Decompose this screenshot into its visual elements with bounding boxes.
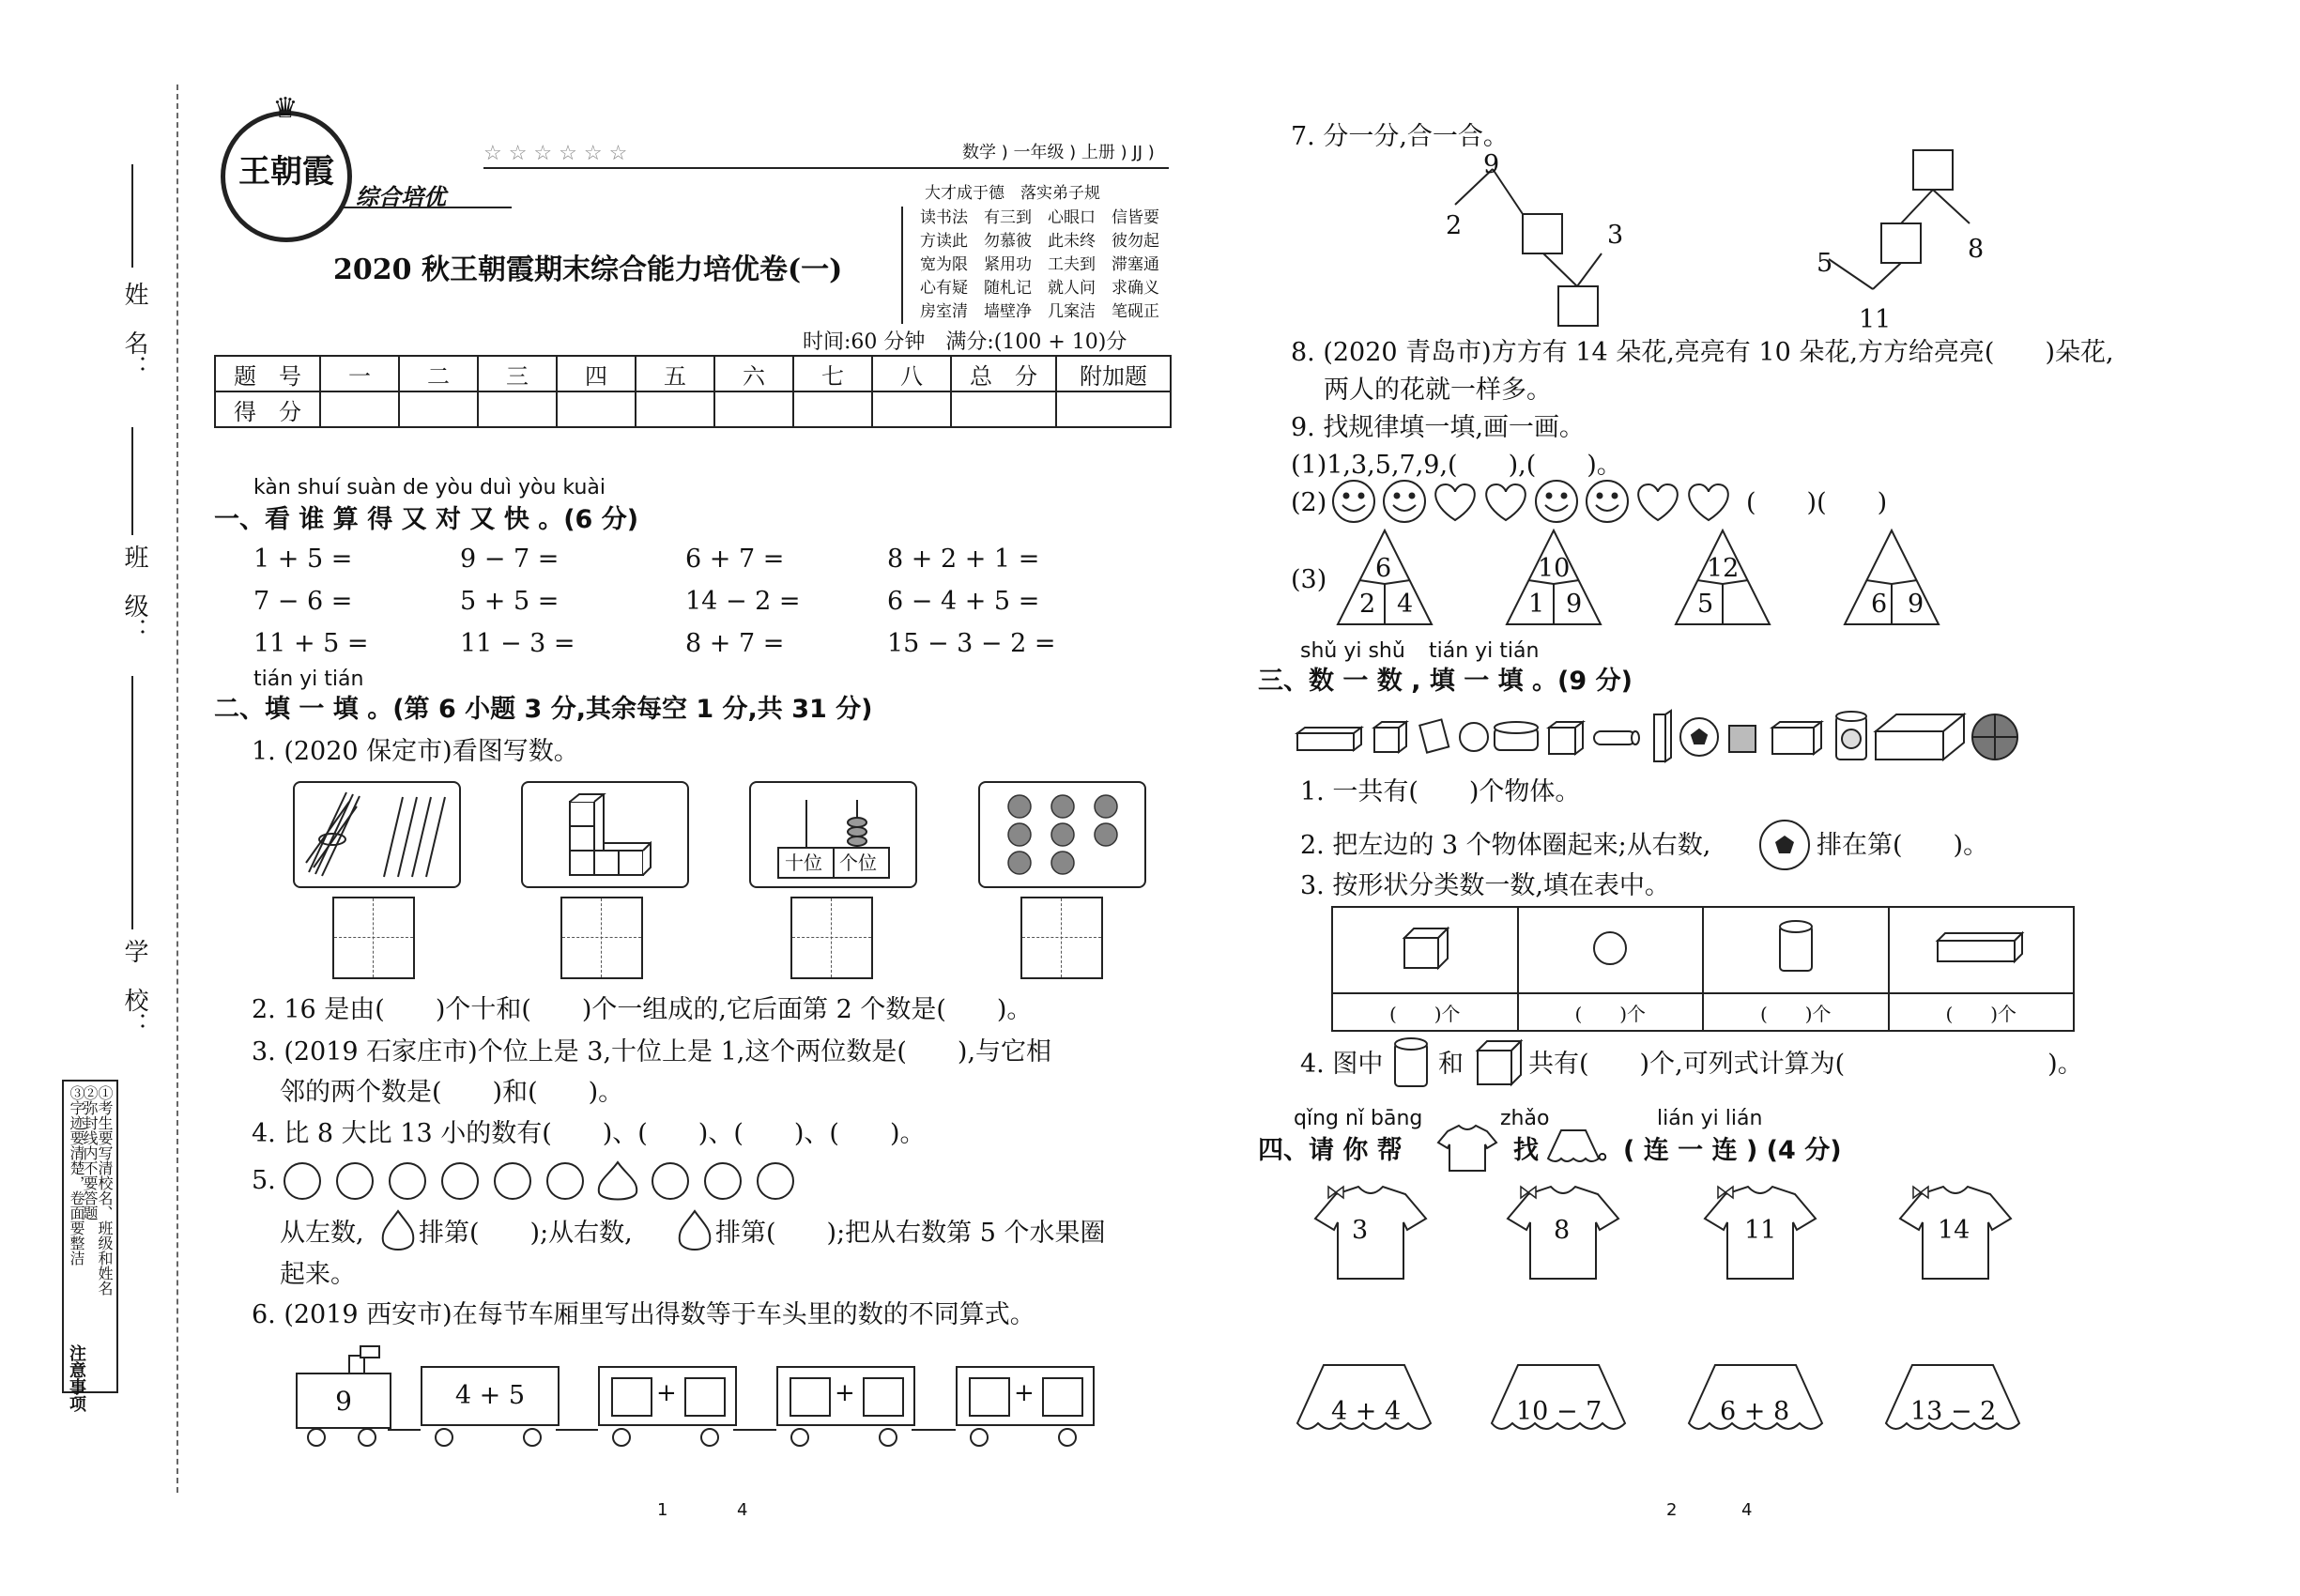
subject-tags: 数学 ) 一年级 ) 上册 ) JJ ): [962, 143, 1155, 162]
pattern-row: [1331, 477, 1744, 526]
heart-icon: [1638, 484, 1678, 520]
skirt-expr: 10 − 7: [1516, 1397, 1602, 1426]
train-car: [956, 1366, 1095, 1426]
train-head-value: 9: [335, 1386, 352, 1417]
rubiks-cube-icon: [1729, 726, 1756, 752]
sphere-icon: [1460, 723, 1488, 751]
motto-line: 房室清 墙壁净 几案洁 笔砚正: [920, 302, 1159, 321]
s1-expr: 11 − 3 =: [460, 629, 575, 658]
s3-q3: 3. 按形状分类数一数,填在表中。: [1300, 871, 1670, 900]
brand-sub: 综合培优: [356, 184, 446, 210]
score-header: 总 分: [951, 356, 1056, 391]
shape-cell: [1332, 907, 1518, 993]
exam-title: 2020 秋王朝霞期末综合能力培优卷(一): [333, 253, 843, 286]
name-field[interactable]: [131, 164, 133, 268]
s4-pinyin-b: zhǎo: [1500, 1107, 1550, 1130]
left-page-total: 4: [737, 1500, 748, 1520]
s3-title: 三、数 一 数 , 填 一 填 。(9 分): [1258, 667, 1633, 696]
count-cell[interactable]: ( )个: [1332, 993, 1518, 1031]
count-cell[interactable]: ( )个: [1889, 993, 2075, 1031]
s2-q3b: 邻的两个数是( )和( )。: [280, 1078, 624, 1107]
apples-icon: [980, 783, 1144, 886]
q9-p2-blanks: ( )( ): [1746, 488, 1888, 517]
count-cell[interactable]: ( )个: [1703, 993, 1889, 1031]
score-header: 五: [636, 356, 714, 391]
left-page-number: 1: [657, 1500, 668, 1520]
notice-3: ③字迹要清楚，卷面要整洁: [68, 1085, 85, 1266]
s2-q5a-1: 从左数,: [280, 1219, 364, 1248]
cylinder-icon: [1495, 722, 1538, 750]
s1-expr: 14 − 2 =: [685, 587, 801, 616]
s1-expr: 5 + 5 =: [460, 587, 560, 616]
s2-q5: 5.: [252, 1166, 276, 1195]
plus-sign: +: [656, 1379, 677, 1407]
answer-box[interactable]: [684, 1377, 726, 1417]
cube-icon: [1474, 1037, 1525, 1088]
s1-expr: 11 + 5 =: [253, 629, 369, 658]
brand-banner: [343, 176, 512, 208]
sphere-icon: [1587, 925, 1633, 972]
cubes-picture: [521, 781, 689, 888]
pear-icon: [599, 1162, 636, 1200]
train-chimney-icon: [345, 1344, 383, 1374]
score-header: 题 号: [215, 356, 320, 391]
apple-icon: [442, 1163, 478, 1199]
q8-line2: 两人的花就一样多。: [1324, 376, 1552, 405]
cuboid-icon: [1934, 929, 2028, 967]
shirt-number: 8: [1554, 1216, 1571, 1245]
apple-icon: [495, 1163, 530, 1199]
cube-icon: [1772, 722, 1821, 754]
s4-title-c: 。( 连 一 连 ) (4 分): [1598, 1136, 1842, 1165]
number-bond-right: [1802, 148, 1990, 336]
answer-box[interactable]: [790, 1377, 831, 1417]
cuboid-icon: [1297, 728, 1361, 750]
apples-picture: [978, 781, 1146, 888]
notice-box: [62, 1080, 118, 1412]
answer-grid[interactable]: [560, 897, 643, 979]
score-cell[interactable]: [557, 391, 636, 427]
s1-expr: 15 − 3 − 2 =: [887, 629, 1056, 658]
triangle-top: 10: [1538, 554, 1571, 583]
basketball-icon: [1972, 714, 2017, 760]
s2-q3a: 3. (2019 石家庄市)个位上是 3,十位上是 1,这个两位数是( ),与它相: [252, 1037, 1052, 1067]
stacked-cubes-icon: [523, 783, 687, 886]
score-cell[interactable]: [793, 391, 872, 427]
skirt-expr: 4 + 4: [1331, 1397, 1402, 1426]
time-info: 时间:60 分钟 满分:(100 + 10)分: [803, 330, 1127, 354]
score-cell[interactable]: [636, 391, 714, 427]
motto-title: 大才成于德 落实弟子规: [925, 184, 1100, 203]
answer-box[interactable]: [863, 1377, 904, 1417]
shirt-icon: [1310, 1181, 1432, 1284]
skirt-expr: 13 − 2: [1910, 1397, 1997, 1426]
q9-p1: (1)1,3,5,7,9,( ),( )。: [1291, 451, 1622, 480]
q7-right-b: 8: [1968, 235, 1985, 264]
bundled-sticks-icon: [295, 783, 459, 886]
score-header: 六: [714, 356, 793, 391]
s1-expr: 6 + 7 =: [685, 545, 785, 574]
apple-icon: [337, 1163, 373, 1199]
s2-q6: 6. (2019 西安市)在每节车厢里写出得数等于车头里的数的不同算式。: [252, 1300, 1035, 1329]
skirt-expr: 6 + 8: [1720, 1397, 1790, 1426]
motto-line: 心有疑 随札记 就人问 求确义: [920, 279, 1159, 298]
score-header: 七: [793, 356, 872, 391]
name-label: 姓 名：: [120, 282, 148, 379]
right-page-number: 2: [1666, 1500, 1678, 1520]
school-field[interactable]: [131, 676, 133, 929]
rating-stars: ☆ ☆ ☆ ☆ ☆ ☆: [483, 142, 628, 165]
abacus-picture: [749, 781, 917, 888]
s2-q5a-3: 排第( );把从右数第 5 个水果圈: [715, 1219, 1106, 1248]
triangle-right: 4: [1397, 590, 1414, 619]
s2-q5b: 起来。: [280, 1260, 356, 1289]
triangle-top: 6: [1375, 554, 1392, 583]
score-header: 四: [557, 356, 636, 391]
s3-pinyin-a: shǔ yi shǔ: [1300, 639, 1405, 663]
shirt-number: 11: [1744, 1216, 1777, 1245]
s2-q1: 1. (2020 保定市)看图写数。: [252, 737, 579, 766]
triangle-left: 1: [1528, 590, 1545, 619]
motto-line: 宽为限 紧用功 工夫到 滞塞通: [920, 255, 1159, 274]
heart-icon: [1435, 484, 1475, 520]
apple-icon: [547, 1163, 583, 1199]
score-header: 三: [478, 356, 557, 391]
answer-grid[interactable]: [790, 897, 873, 979]
train-car-expr: 4 + 5: [454, 1381, 526, 1410]
cube-icon: [1374, 722, 1406, 752]
score-header: 二: [399, 356, 478, 391]
q7-right-bottom: 11: [1859, 305, 1892, 334]
notice-1: ①考生要写清校名、班级和姓名: [96, 1085, 114, 1296]
shirt-number: 14: [1938, 1216, 1970, 1245]
s4-pinyin-a: qǐng nǐ bāng: [1294, 1107, 1423, 1130]
fruit-row: [282, 1157, 798, 1204]
train-car: [776, 1366, 915, 1426]
s1-expr: 1 + 5 =: [253, 545, 353, 574]
smiley-icon: [1536, 481, 1577, 522]
heart-icon: [1486, 484, 1526, 520]
shape-cell: [1518, 907, 1704, 993]
motto-block: [901, 207, 1202, 324]
s3-pinyin-b: tián yi tián: [1429, 639, 1540, 663]
score-header: 一: [320, 356, 399, 391]
s4-pinyin-c: lián yi lián: [1657, 1107, 1763, 1130]
s2-q2: 2. 16 是由( )个十和( )个一组成的,它后面第 2 个数是( )。: [252, 995, 1033, 1024]
tin-can-icon: [1836, 712, 1866, 760]
score-cell[interactable]: [951, 391, 1056, 427]
smiley-icon: [1384, 481, 1425, 522]
s1-expr: 9 − 7 =: [460, 545, 560, 574]
abacus-divider: [833, 849, 835, 877]
s2-q4: 4. 比 8 大比 13 小的数有( )、( )、( )、( )。: [252, 1119, 926, 1148]
cylinder-icon: [1419, 719, 1449, 752]
heart-icon: [1689, 484, 1728, 520]
s1-pinyin: kàn shuí suàn de yòu duì yòu kuài: [253, 476, 606, 499]
count-cell[interactable]: ( )个: [1518, 993, 1704, 1031]
shape-cell: [1889, 907, 2075, 993]
class-field[interactable]: [131, 427, 133, 535]
cuboid-icon: [1654, 711, 1671, 761]
score-cell[interactable]: [399, 391, 478, 427]
score-cell[interactable]: [872, 391, 951, 427]
triangle-left: 6: [1871, 590, 1888, 619]
q9-title: 9. 找规律填一填,画一画。: [1291, 413, 1585, 442]
s1-expr: 6 − 4 + 5 =: [887, 587, 1040, 616]
s3-q2a: 2. 把左边的 3 个物体圈起来;从右数,: [1300, 831, 1711, 860]
notice-title: 注意事项: [67, 1344, 86, 1412]
sticks-picture: [293, 781, 461, 888]
s1-expr: 8 + 2 + 1 =: [887, 545, 1040, 574]
train-wheels: [296, 1422, 1103, 1450]
header-rule: [483, 167, 1169, 169]
apple-icon: [652, 1163, 688, 1199]
score-table: [214, 355, 1172, 428]
smiley-icon: [1587, 481, 1628, 522]
s1-expr: 8 + 7 =: [685, 629, 785, 658]
q7-left-b: 3: [1607, 221, 1624, 250]
triangle-right: 9: [1566, 590, 1583, 619]
score-cell[interactable]: [478, 391, 557, 427]
train-car: [421, 1366, 560, 1426]
s3-q4b: 和: [1438, 1050, 1464, 1079]
pear-icon: [379, 1209, 417, 1254]
answer-box[interactable]: [969, 1377, 1010, 1417]
abacus-base: [777, 847, 890, 879]
q8-line1: 8. (2020 青岛市)方方有 14 朵花,亮亮有 10 朵花,方方给亮亮( )朵花,: [1291, 338, 2114, 367]
football-icon: [1758, 819, 1811, 871]
shirt-number: 3: [1352, 1216, 1369, 1245]
triangle-right: 9: [1908, 590, 1924, 619]
shirt-icon: [1434, 1122, 1500, 1174]
cube-icon: [1549, 722, 1583, 754]
q9-p2-label: (2): [1291, 488, 1327, 517]
q7-title: 7. 分一分,合一合。: [1291, 122, 1509, 151]
answer-box[interactable]: [1042, 1377, 1083, 1417]
notice-2: ②弥封线内不要答题: [81, 1085, 99, 1220]
score-header: 附加题: [1056, 356, 1171, 391]
score-header: 八: [872, 356, 951, 391]
triangle-left: 2: [1359, 590, 1376, 619]
s4-title-b: 找: [1513, 1136, 1539, 1165]
s3-q4c: 共有( )个,可列式计算为( )。: [1528, 1050, 2083, 1079]
s1-title: 一、看 谁 算 得 又 对 又 快 。(6 分): [214, 505, 639, 534]
objects-row: [1296, 709, 2047, 765]
apple-icon: [758, 1163, 793, 1199]
cylinder-icon: [1391, 1037, 1431, 1092]
q7-left-top: 9: [1483, 150, 1500, 179]
football-icon: [1680, 718, 1718, 756]
brand-name: 王朝霞: [238, 153, 334, 191]
answer-grid[interactable]: [332, 897, 415, 979]
shape-count-table: [1331, 906, 2075, 1032]
crown-icon: ♛: [272, 92, 299, 125]
brand-logo: [221, 92, 352, 242]
s2-q5a-2: 排第( );从右数,: [419, 1219, 633, 1248]
shape-cell: [1703, 907, 1889, 993]
q7-right-a: 5: [1817, 249, 1833, 278]
right-page-total: 4: [1741, 1500, 1753, 1520]
box-icon: [1876, 714, 1964, 760]
s3-q4a: 4. 图中: [1300, 1050, 1384, 1079]
plus-sign: +: [1014, 1379, 1035, 1407]
apple-icon: [390, 1163, 425, 1199]
score-row-label: 得 分: [215, 391, 320, 427]
apple-icon: [284, 1163, 320, 1199]
train-head: [296, 1373, 391, 1429]
motto-line: 方读此 勿慕彼 此未终 彼勿起: [920, 232, 1159, 251]
s1-expr: 7 − 6 =: [253, 587, 353, 616]
binding-dashed-line: [176, 84, 178, 1493]
abacus-tens-label: 十位: [785, 852, 822, 874]
abacus-ones-label: 个位: [839, 852, 877, 874]
answer-grid[interactable]: [1020, 897, 1103, 979]
triangle-puzzle: [1840, 526, 1943, 629]
score-cell[interactable]: [320, 391, 399, 427]
plus-sign: +: [835, 1379, 855, 1407]
motto-line: 读书法 有三到 心眼口 信皆要: [920, 208, 1159, 227]
school-label: 学 校：: [120, 939, 148, 1036]
apple-icon: [705, 1163, 741, 1199]
score-cell[interactable]: [1056, 391, 1171, 427]
triangle-left: 5: [1697, 590, 1714, 619]
s4-title-a: 四、请 你 帮: [1258, 1136, 1403, 1165]
q9-p3-label: (3): [1291, 565, 1327, 594]
class-label: 班 级：: [120, 545, 148, 642]
cube-icon: [1397, 925, 1453, 972]
cylinder-icon: [1594, 731, 1639, 744]
smiley-icon: [1333, 481, 1374, 522]
q7-left-a: 2: [1446, 211, 1463, 240]
s3-q1: 1. 一共有( )个物体。: [1300, 777, 1581, 806]
pear-icon: [676, 1209, 713, 1254]
s2-title: 二、填 一 填 。(第 6 小题 3 分,其余每空 1 分,共 31 分): [214, 695, 873, 724]
s2-pinyin: tián yi tián: [253, 668, 364, 691]
triangle-top: 12: [1707, 554, 1740, 583]
s3-q2b: 排在第( )。: [1817, 831, 1989, 860]
score-cell[interactable]: [714, 391, 793, 427]
cylinder-icon: [1772, 918, 1819, 978]
answer-box[interactable]: [611, 1377, 652, 1417]
train-car: [598, 1366, 737, 1426]
skirt-icon: [1544, 1125, 1602, 1168]
